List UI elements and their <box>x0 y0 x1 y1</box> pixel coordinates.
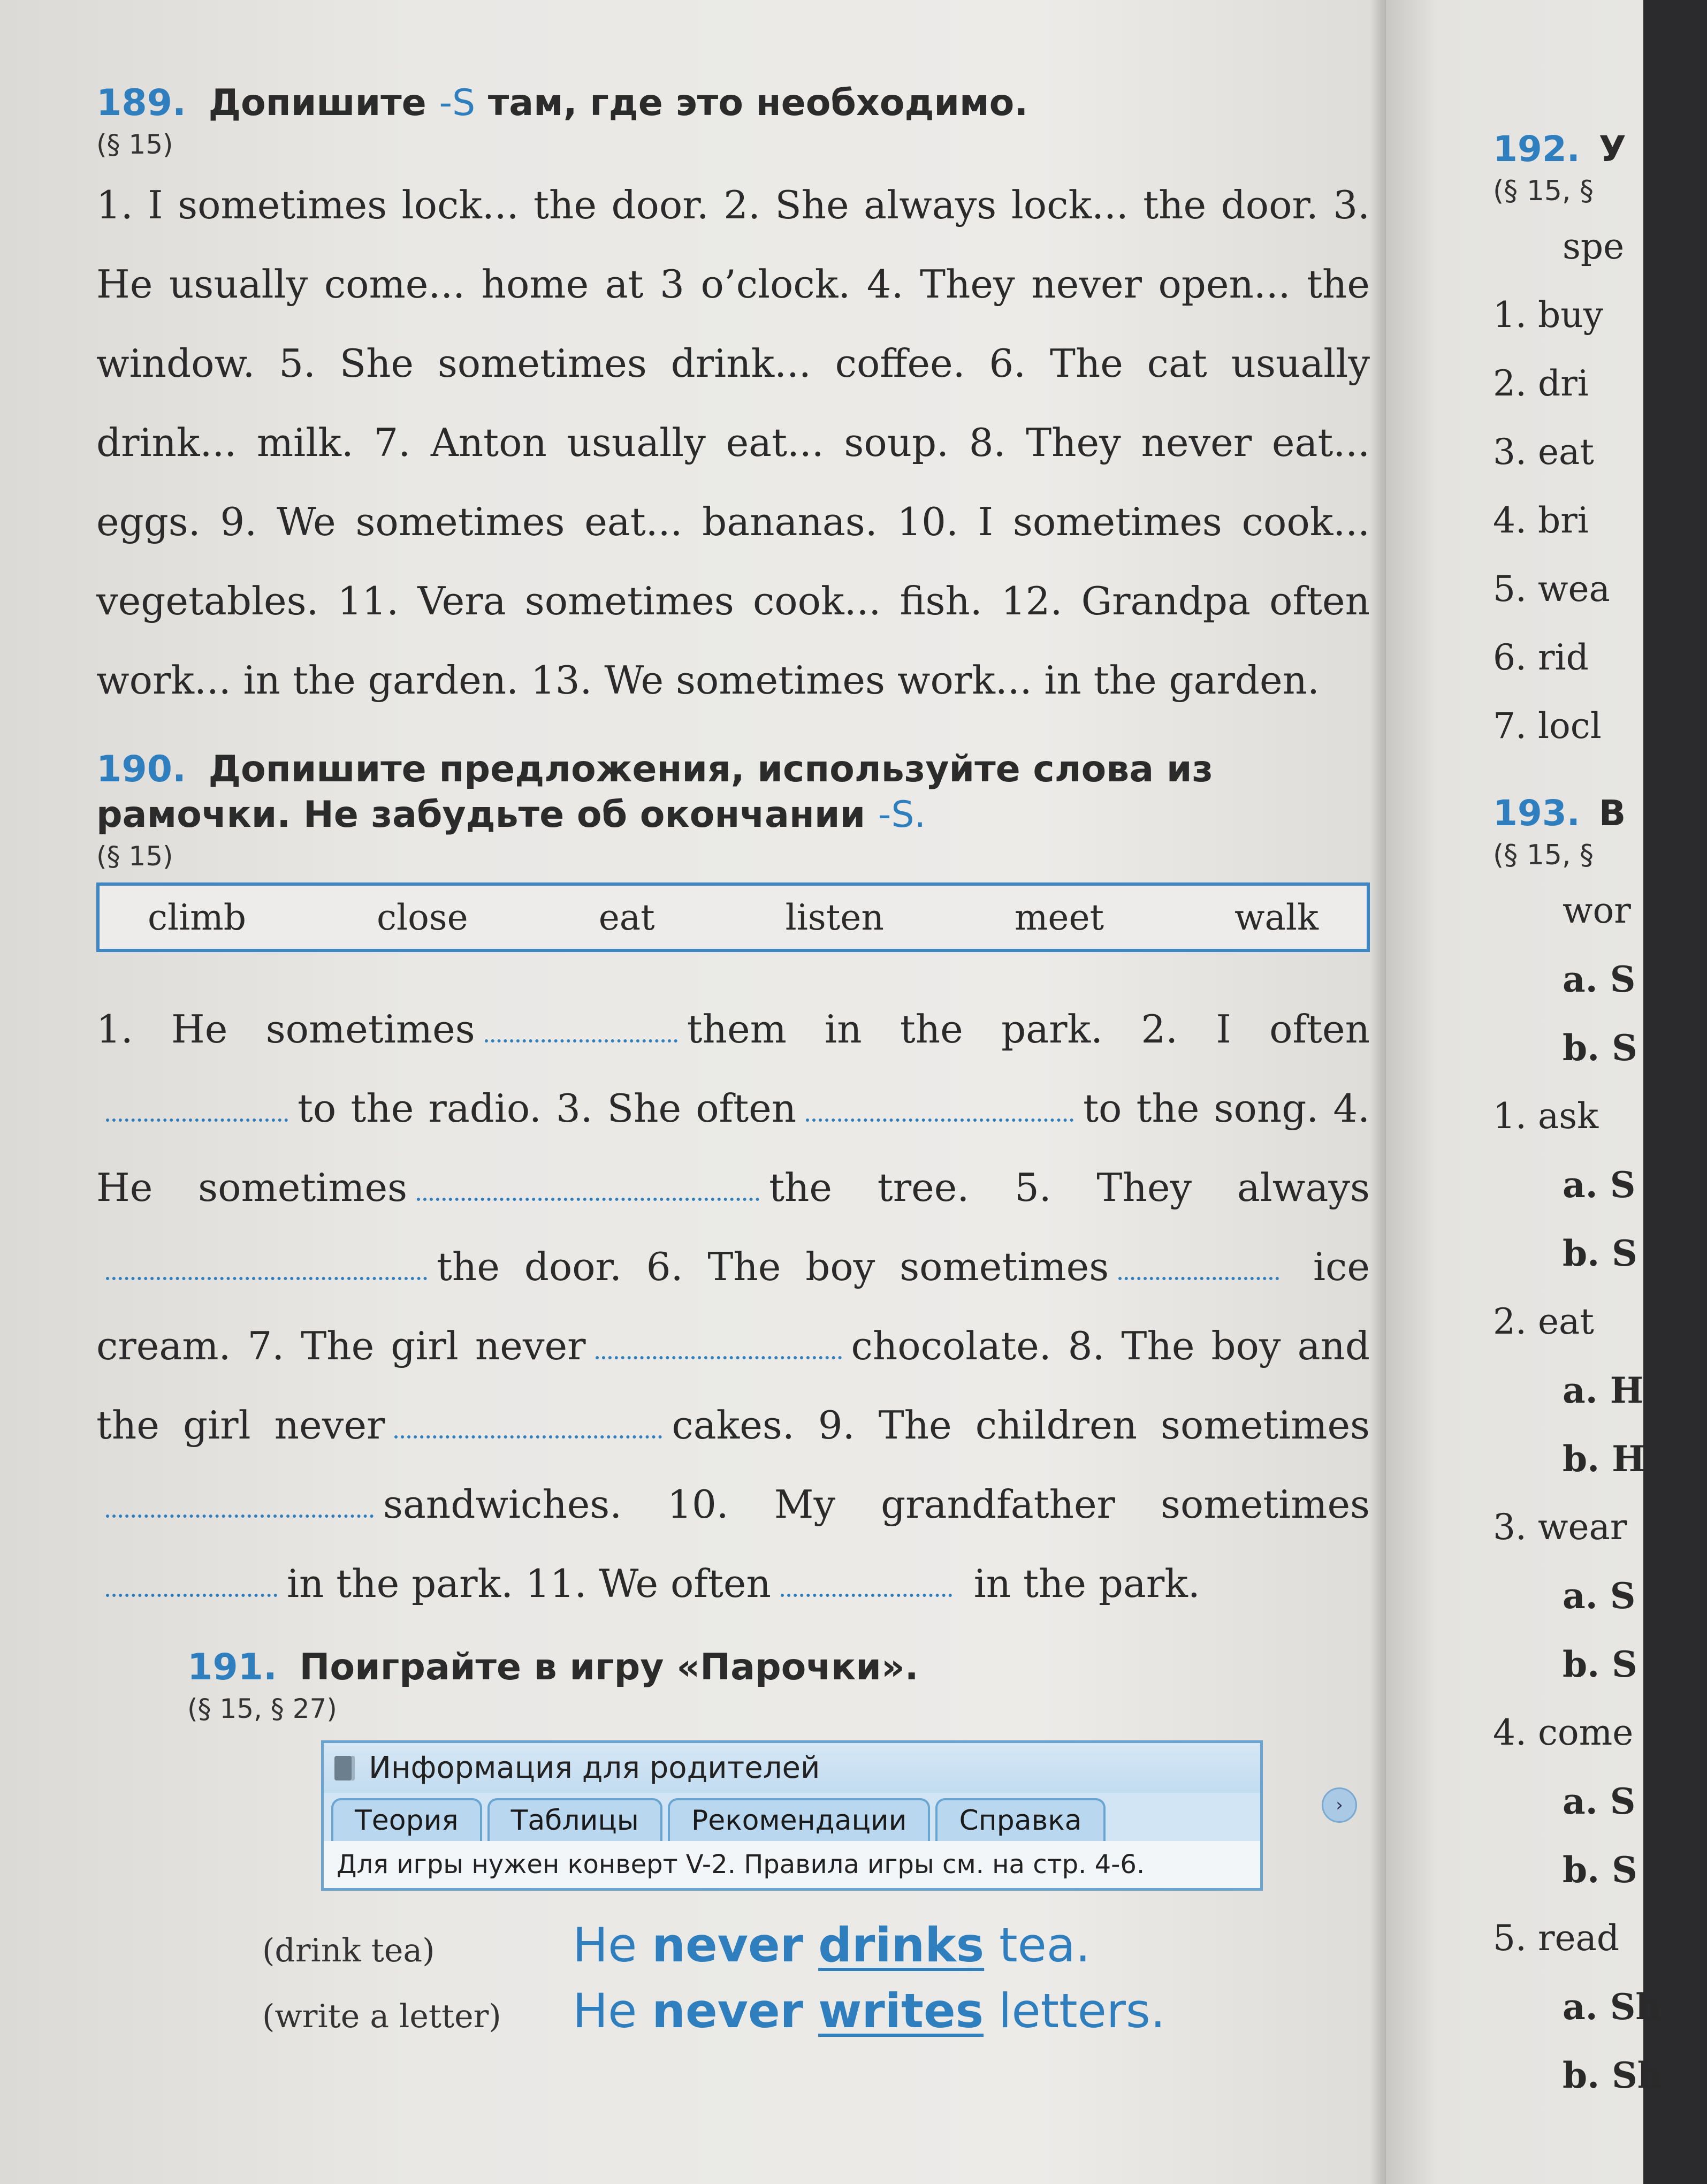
list-item: 2. dri <box>1493 363 1589 404</box>
answer-word: tea. <box>999 1917 1091 1973</box>
exercise-189-title-b: там, где это необходимо. <box>487 82 1028 124</box>
info-tabs <box>324 1793 1260 1841</box>
exercise-190-part: the tree. 5. They always <box>769 1165 1370 1210</box>
exercise-192-sub: spe <box>1563 226 1625 267</box>
list-item: 1. ask <box>1493 1095 1599 1137</box>
exercise-190-part: ice cream. 7. The girl never <box>96 1244 1370 1368</box>
example-row <box>262 1917 1370 1973</box>
right-page-content <box>1493 128 1707 2110</box>
exercise-190-part: in the park. 11. We often <box>287 1561 771 1606</box>
list-item: b. S <box>1563 1849 1637 1891</box>
tab-reference[interactable]: Справка <box>935 1798 1105 1841</box>
parent-info-title <box>324 1743 1260 1793</box>
exercise-190-part: the door. 6. The boy sometimes <box>437 1244 1109 1289</box>
example-prompt: (drink tea) <box>262 1932 435 1969</box>
exercise-190-part: chocolate. 8. The boy and the girl never <box>96 1323 1370 1448</box>
list-item: a. H <box>1563 1369 1644 1411</box>
answer-word: letters. <box>999 1983 1165 2038</box>
exercise-189-text: 1. I sometimes lock... the door. 2. She always lock... the door. 3. He usually come... home at 3 o’clock. 4. They never open... the window. 5. She sometimes drink... coffee. 6. The cat usually drink... milk. 7. Anton usually eat... soup. 8. They never eat... eggs. 9. We sometimes eat... bananas. 10. I sometimes cook... vegetables. 11. Vera sometimes cook... fish. 12. Grandpa often work... in the garden. 13. We sometimes work... in the garden. <box>96 182 1370 703</box>
exercise-193-ref: (§ 15, § <box>1493 839 1594 871</box>
list-item: a. S <box>1563 958 1636 1000</box>
list-item: 7. locl <box>1493 705 1602 747</box>
list-item: b. S <box>1563 1643 1637 1685</box>
info-note: Для игры нужен конверт V-2. Правила игры см. на стр. 4-6. <box>324 1841 1260 1888</box>
answer-word: never <box>652 1983 804 2038</box>
exercise-190-number: 190. <box>96 748 186 790</box>
answer-word: writes <box>818 1983 984 2038</box>
word-meet: meet <box>1014 896 1104 938</box>
answer-blank[interactable] <box>485 1029 677 1042</box>
answer-word: drinks <box>818 1917 985 1973</box>
list-item: 6. rid <box>1493 637 1589 678</box>
word-climb: climb <box>148 896 247 938</box>
exercise-190-part: to the song. <box>1083 1086 1319 1131</box>
tab-recommendations[interactable]: Рекомендации <box>668 1798 931 1841</box>
exercise-189-number: 189. <box>96 82 186 124</box>
list-item: 3. wear <box>1493 1506 1627 1548</box>
exercise-190-text <box>96 990 1370 1623</box>
list-item: b. S <box>1563 1027 1637 1069</box>
tab-tables[interactable]: Таблицы <box>487 1798 662 1841</box>
list-item: 5. read <box>1493 1917 1620 1959</box>
exercise-190-part: to the radio. 3. She often <box>298 1086 797 1131</box>
exercise-189-title-a: Допишите <box>208 82 426 124</box>
answer-blank[interactable] <box>106 1583 277 1597</box>
list-item: a. Sh <box>1563 1986 1662 2028</box>
exercise-191-title: Поиграйте в игру «Парочки». <box>299 1646 919 1688</box>
example-row <box>262 1983 1370 2038</box>
exercise-189-ref: (§ 15) <box>96 129 173 160</box>
answer-blank[interactable] <box>1118 1266 1279 1280</box>
list-item: b. S <box>1563 1232 1637 1274</box>
exercise-191-number: 191. <box>187 1646 277 1688</box>
tab-theory[interactable]: Теория <box>331 1798 482 1841</box>
answer-blank[interactable] <box>106 1504 374 1518</box>
word-box <box>96 882 1370 952</box>
right-page <box>1386 0 1663 2184</box>
exercise-190-part: cakes. 9. The children sometimes <box>672 1403 1370 1448</box>
list-item: 4. come <box>1493 1712 1634 1753</box>
answer-blank[interactable] <box>781 1583 952 1597</box>
list-item: a. S <box>1563 1164 1636 1206</box>
exercise-192-title: У <box>1598 128 1626 170</box>
parent-info-title-text: Информация для родителей <box>369 1751 820 1785</box>
exercise-193-title: В <box>1598 793 1626 834</box>
example-prompt: (write a letter) <box>262 1998 501 2035</box>
word-close: close <box>377 896 468 938</box>
word-listen: listen <box>785 896 884 938</box>
exercise-190-part: in the park. <box>973 1561 1200 1606</box>
exercise-190-title: Допишите предложения, используйте слова из рамочки. Не забудьте об окончании <box>96 748 1213 836</box>
list-item: 1. buy <box>1493 294 1603 336</box>
list-item: 5. wea <box>1493 568 1610 610</box>
exercise-189-heading <box>96 80 1370 126</box>
answer-blank[interactable] <box>394 1425 662 1439</box>
expand-arrow-icon[interactable]: › <box>1322 1787 1357 1823</box>
exercise-193-number: 193. <box>1493 793 1580 834</box>
answer-blank[interactable] <box>417 1187 759 1201</box>
list-item: 2. eat <box>1493 1301 1594 1342</box>
exercise-190-part: sandwiches. 10. My grandfather sometimes <box>383 1482 1370 1527</box>
answer-word: He <box>573 1917 637 1973</box>
list-item: a. S <box>1563 1575 1636 1617</box>
exercise-191-heading <box>187 1645 1370 1690</box>
answer-word: never <box>652 1917 804 1973</box>
answer-blank[interactable] <box>106 1266 427 1280</box>
list-item: b. H <box>1563 1438 1645 1480</box>
list-item: b. Sh <box>1563 2054 1663 2096</box>
exercise-192-number: 192. <box>1493 128 1580 170</box>
word-walk: walk <box>1234 896 1319 938</box>
list-item: a. S <box>1563 1780 1636 1822</box>
exercise-192-heading <box>1493 128 1707 170</box>
exercise-190-heading <box>96 747 1370 838</box>
left-page-content <box>96 80 1370 2049</box>
list-item: 4. bri <box>1493 500 1589 541</box>
suffix-s: -S. <box>878 794 926 836</box>
answer-blank[interactable] <box>106 1108 288 1122</box>
example-answer <box>573 1983 1165 2038</box>
exercise-190-part: 4. He sometimes <box>96 1086 1370 1210</box>
exercise-190-part: 1. He sometimes <box>96 1007 475 1052</box>
suffix-s: -S <box>439 82 476 124</box>
exercise-191-ref: (§ 15, § 27) <box>187 1693 337 1724</box>
exercise-190-ref: (§ 15) <box>96 841 173 872</box>
answer-blank[interactable] <box>806 1108 1073 1122</box>
exercise-192-ref: (§ 15, § <box>1493 175 1594 207</box>
answer-word: He <box>573 1983 637 2038</box>
parent-info-panel <box>321 1740 1263 1891</box>
exercise-193-sub: wor <box>1563 890 1631 931</box>
answer-blank[interactable] <box>596 1345 842 1359</box>
book-icon <box>334 1756 355 1780</box>
exercise-190-part: them in the park. 2. I often <box>687 1007 1370 1052</box>
word-eat: eat <box>598 896 655 938</box>
list-item: 3. eat <box>1493 431 1594 473</box>
exercise-193-heading <box>1493 793 1707 834</box>
example-list <box>262 1917 1370 2038</box>
example-answer <box>573 1917 1091 1973</box>
